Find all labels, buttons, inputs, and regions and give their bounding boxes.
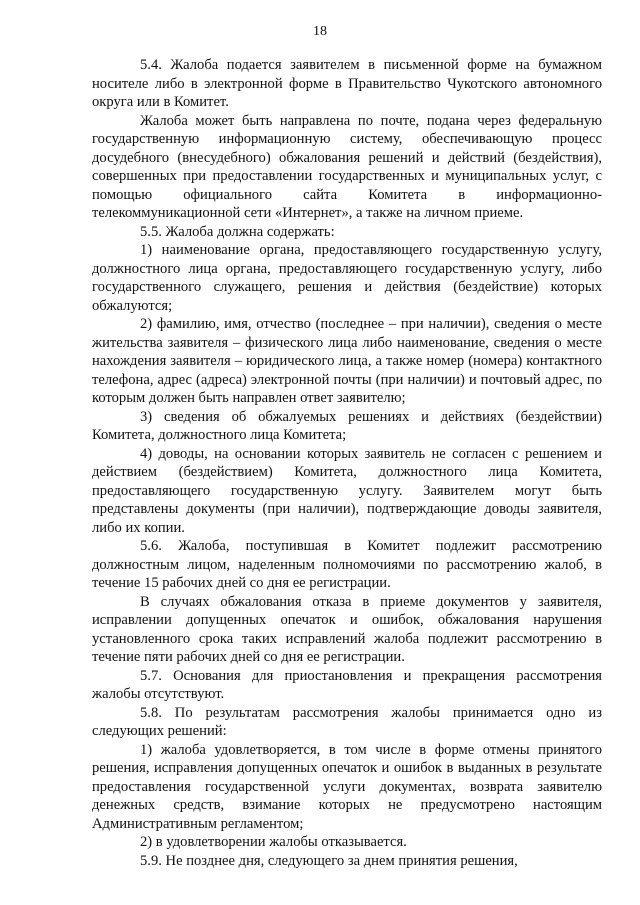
paragraph-5-8: 5.8. По результатам рассмотрения жалобы принимается одно из следующих решений: xyxy=(92,704,602,739)
paragraph-5-5-item-4: 4) доводы, на основании которых заявитель не согласен с решением и действием (бездействием) Комитета, должностного лица Комитета, предоставляющего государственную услугу. Заявителем могут быть представлены документы (при наличии), подтверждающие доводы заявителя, либо их копии. xyxy=(92,445,602,536)
paragraph-5-5-item-3: 3) сведения об обжалуемых решениях и действиях (бездействии) Комитета, должностного лица Комитета; xyxy=(92,408,602,443)
paragraph-5-9: 5.9. Не позднее дня, следующего за днем принятия решения, xyxy=(140,852,518,869)
paragraph-complaint-submission: Жалоба может быть направлена по почте, подана через федеральную государственную информационную систему, обеспечивающую процесс досудебного (внесудебного) обжалования решений и действий (бездействия), совершенных при предоставлении государственных и муниципальных услуг, с помощью официального сайта Комитета в информационно-телекоммуникационной сети «Интернет», а также на личном приеме. xyxy=(92,112,602,221)
document-body xyxy=(92,56,602,870)
paragraph-refusal-cases: В случаях обжалования отказа в приеме документов у заявителя, исправлении допущенных опечаток и ошибок, обжалования нарушения установленного срока таких исправлений жалоба подлежит рассмотрению в течение пяти рабочих дней со дня ее регистрации. xyxy=(92,593,602,665)
paragraph-5-8-item-2: 2) в удовлетворении жалобы отказывается. xyxy=(140,834,407,850)
paragraph-5-5: 5.5. Жалоба должна содержать: xyxy=(140,223,335,240)
paragraph-5-4: 5.4. Жалоба подается заявителем в письменной форме на бумажном носителе либо в электронной форме в Правительство Чукотского автономного округа или в Комитет. xyxy=(92,57,602,110)
paragraph-5-6: 5.6. Жалоба, поступившая в Комитет подлежит рассмотрению должностным лицом, наделенным полномочиями по рассмотрению жалоб, в течение 15 рабочих дней со дня ее регистрации. xyxy=(92,538,602,591)
paragraph-5-7: 5.7. Основания для приостановления и прекращения рассмотрения жалобы отсутствуют. xyxy=(92,667,602,702)
paragraph-5-5-item-2: 2) фамилию, имя, отчество (последнее – при наличии), сведения о месте жительства заявителя – физического лица либо наименование, сведения о месте нахождения заявителя – юридического лица, а также номер (номера) контактного телефона, адрес (адреса) электронной почты (при наличии) и почтовый адрес, по которым должен быть направлен ответ заявителю; xyxy=(92,316,602,406)
paragraph-5-5-item-1: 1) наименование органа, предоставляющего государственную услугу, должностного лица органа, предоставляющего государственную услугу, либо государственного служащего, решения и действия (бездействие) которых обжалуются; xyxy=(92,242,602,314)
paragraph-5-8-item-1: 1) жалоба удовлетворяется, в том числе в форме отмены принятого решения, исправления допущенных опечаток и ошибок в выданных в результате предоставления государственной услуги документах, возврата заявителю денежных средств, взимание которых не предусмотрено настоящим Административным регламентом; xyxy=(92,741,602,832)
page-number: 18 xyxy=(313,24,327,39)
